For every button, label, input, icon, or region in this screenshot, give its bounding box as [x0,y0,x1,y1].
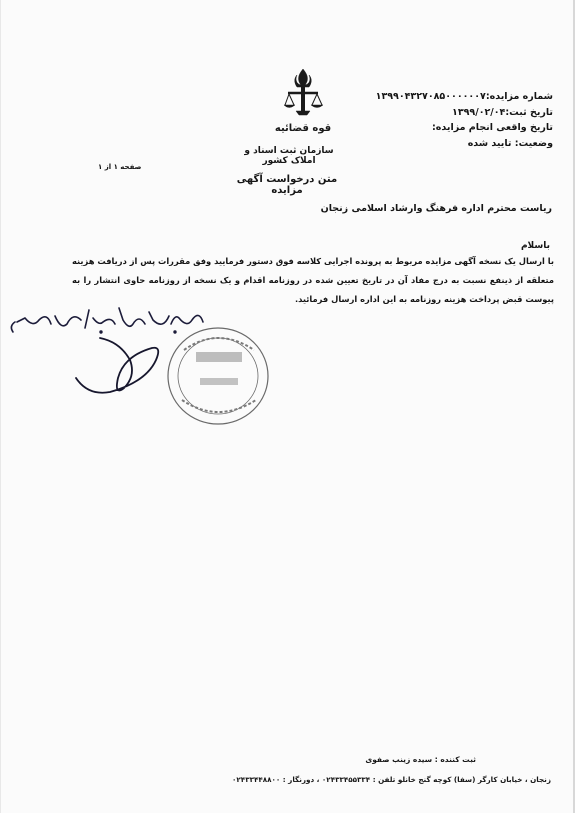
greeting: باسلام [520,241,550,251]
paper-edge-left [0,0,1,813]
actual-auction-date: تاریخ واقعی انجام مزایده: [431,122,553,133]
auction-number: شماره مزایده:۱۳۹۹۰۴۳۲۷۰۸۵۰۰۰۰۰۰۷ [375,91,553,102]
registration-date: تاریخ ثبت:۱۳۹۹/۰۲/۰۴ [452,106,553,118]
footer-address: زنجان ، خیابان کارگر (سفا) کوچه گنج خانلو تلفن : ۰۲۴۳۳۴۵۵۳۳۴ ، دورنگار : ۰۲۴۳۳۴۴۸۸۰۰ [232,775,551,784]
auction-metadata [353,89,553,151]
letter-body: با ارسال یک نسخه آگهی مزایده مربوط به پرونده اجرایی کلاسه فوق دستور فرمایید وفق مقررات پس از دریافت هزینه متعلقه از ذینفع نسبت به درج مفاد آن در تاریخ تعیین شده در روزنامه اقدام و یک نسخه از روزنامه حاوی انتشار را به پیوست قبض پرداخت هزینه روزنامه به این اداره ارسال فرمائید. [72,256,554,304]
organization-name: سازمان ثبت اسناد و املاک کشور [244,146,334,166]
recipient-line: ریاست محترم اداره فرهنگ وارشاد اسلامی زنجان [320,203,552,214]
signature-image [70,330,165,400]
judiciary-emblem-icon [274,67,332,139]
status-line: وضعیت: تایید شده [467,137,553,149]
document-title: متن درخواست آگهی مزایده [236,174,338,196]
official-stamp-image [160,322,272,428]
emblem-caption: قوه قضائیه [274,123,332,134]
page-indicator: صفحه ۱ از ۱ [98,163,142,171]
registrar-line: ثبت کننده : سیده زینب صفوی [365,755,476,764]
